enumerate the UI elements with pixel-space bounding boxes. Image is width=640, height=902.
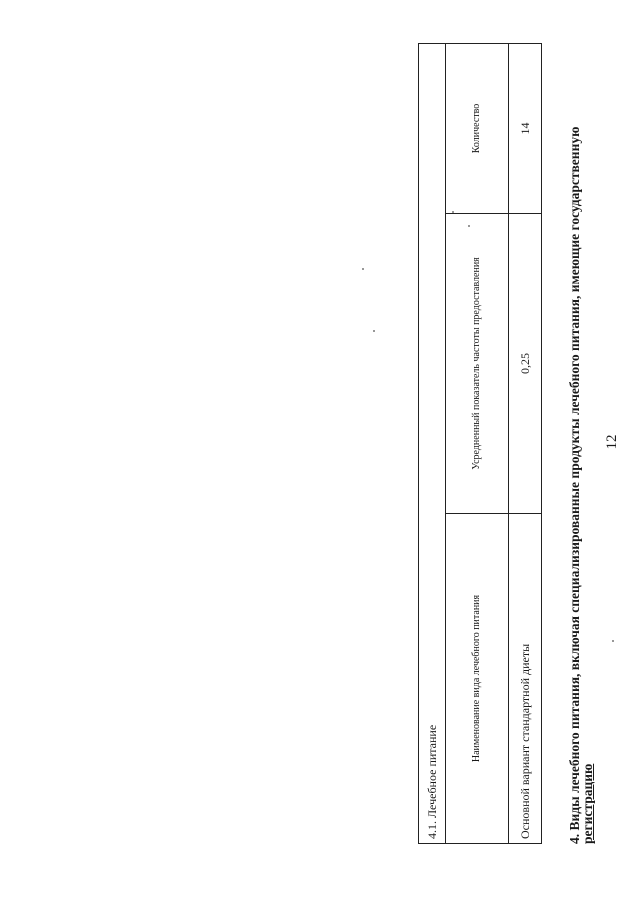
section-title-cell: 4.1. Лечебное питание: [419, 44, 446, 844]
scan-speck: [373, 330, 375, 332]
column-header-name: Наименование вида лечебного питания: [446, 514, 509, 844]
table-row: [509, 44, 542, 844]
heading-number: 4.: [567, 833, 582, 844]
scan-speck: [452, 211, 454, 213]
section-heading: [568, 44, 594, 844]
heading-text: Виды лечебного питания, включая специализированные продукты лечебного питания, имеющие государственную: [567, 126, 582, 831]
cell-diet-name: Основной вариант стандартной диеты: [509, 514, 542, 844]
nutrition-table: [418, 43, 542, 844]
cell-frequency: 0,25: [509, 214, 542, 514]
heading-underlined-word: регистрацию: [580, 763, 595, 844]
scan-speck: [612, 640, 614, 642]
table-header-row: [446, 44, 509, 844]
table-section-row: [419, 44, 446, 844]
column-header-frequency: Усредненный показатель частоты предоставления: [446, 214, 509, 514]
scan-speck: [362, 268, 364, 270]
column-header-quantity: Количество: [446, 44, 509, 214]
page-number: 12: [604, 434, 620, 450]
scan-speck: [468, 225, 470, 227]
cell-quantity: 14: [509, 44, 542, 214]
